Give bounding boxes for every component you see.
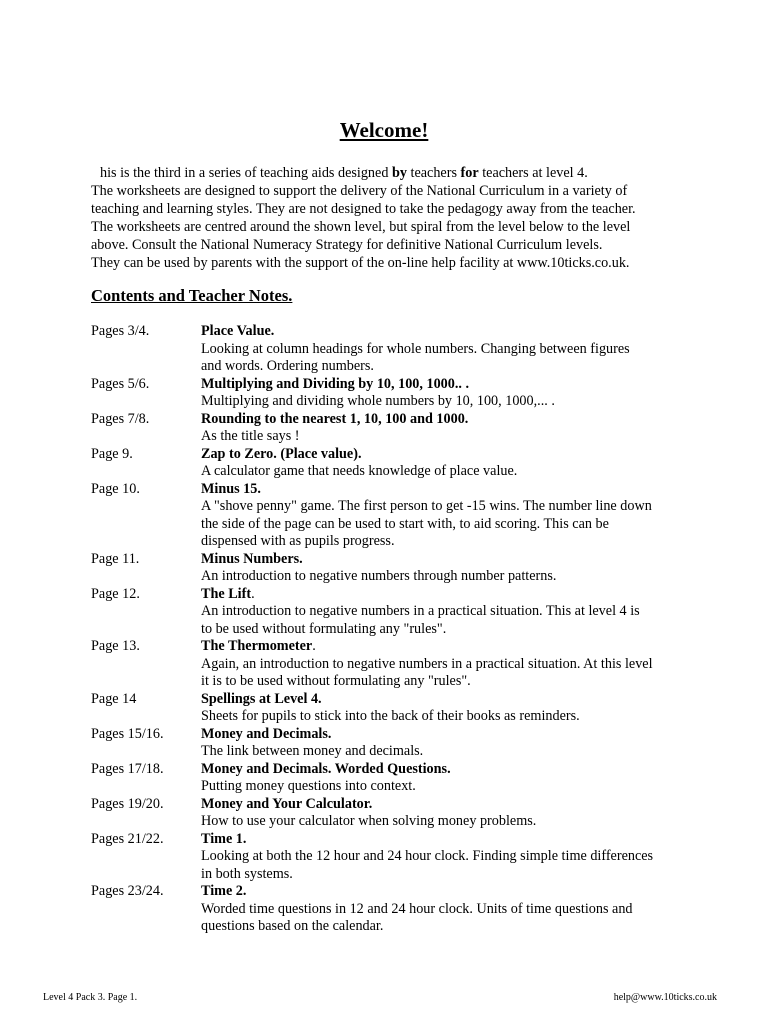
entry-heading <box>201 761 711 779</box>
entry-heading <box>201 411 711 429</box>
entry-page-ref: Page 9. <box>91 445 133 462</box>
contents-entry <box>91 796 711 831</box>
contents-entry <box>91 831 711 884</box>
entry-description: in both systems. <box>201 865 293 882</box>
contents-entry <box>91 411 711 446</box>
entry-heading-text: Money and Decimals. <box>201 725 332 742</box>
entry-heading-suffix: . <box>251 585 255 602</box>
contents-entry <box>91 691 711 726</box>
entry-description: to be used without formulating any "rules". <box>201 620 447 637</box>
entry-description: Looking at both the 12 hour and 24 hour clock. Finding simple time differences <box>201 848 654 864</box>
intro-bold-for: for <box>460 165 479 181</box>
entry-description: A calculator game that needs knowledge of place value. <box>201 463 518 479</box>
entry-description: it is to be used without formulating any "rules". <box>201 673 471 689</box>
entry-description: A "shove penny" game. The first person to get -15 wins. The number line down <box>201 498 652 514</box>
entry-heading-text: Time 1. <box>201 830 247 847</box>
entry-heading-suffix: . <box>312 638 316 654</box>
entry-description: Putting money questions into context. <box>201 778 416 794</box>
intro-bold-by: by <box>391 165 407 181</box>
intro-text: teachers at level 4. <box>478 165 588 181</box>
entry-description: the side of the page can be used to start with, to aid scoring. This can be <box>201 515 609 532</box>
entry-heading <box>201 726 711 744</box>
entry-body <box>201 638 711 691</box>
entry-description: Multiplying and dividing whole numbers by 10, 100, 1000,... . <box>201 393 555 409</box>
entry-heading-text: Zap to Zero. (Place value). <box>201 445 362 462</box>
intro-line: They can be used by parents with the support of the on-line help facility at www.10ticks.co.uk. <box>91 255 630 271</box>
contents-entry <box>91 761 711 796</box>
entry-page-ref: Page 14 <box>91 690 137 707</box>
entry-heading <box>201 446 711 464</box>
entry-body <box>201 691 711 726</box>
entry-heading <box>201 481 711 499</box>
entry-body <box>201 411 711 446</box>
entry-description: dispensed with as pupils progress. <box>201 533 395 549</box>
entry-heading <box>201 323 711 341</box>
entry-heading-text: Money and Your Calculator. <box>201 795 373 812</box>
entry-description: An introduction to negative numbers in a practical situation. This at level 4 is <box>201 603 640 619</box>
entry-body <box>201 376 711 411</box>
entry-description: The link between money and decimals. <box>201 743 424 759</box>
entry-heading <box>201 691 711 709</box>
entry-page-ref: Pages 5/6. <box>91 375 150 392</box>
entry-body <box>201 481 711 551</box>
entry-description: Looking at column headings for whole numbers. Changing between figures <box>201 340 630 357</box>
entry-page-ref: Page 11. <box>91 550 140 567</box>
entry-body <box>201 883 711 936</box>
entry-description: Worded time questions in 12 and 24 hour clock. Units of time questions and <box>201 900 633 917</box>
entry-description: Sheets for pupils to stick into the back of their books as reminders. <box>201 708 580 724</box>
entry-heading-text: Multiplying and Dividing by 10, 100, 1000.. . <box>201 375 470 392</box>
contents-list <box>91 323 711 936</box>
contents-entry <box>91 586 711 639</box>
entry-heading-text: Minus Numbers. <box>201 550 303 567</box>
entry-body <box>201 726 711 761</box>
entry-heading <box>201 883 711 901</box>
entry-heading-text: Place Value. <box>201 323 275 339</box>
entry-page-ref: Page 10. <box>91 480 140 497</box>
contents-entry <box>91 883 711 936</box>
contents-entry <box>91 551 711 586</box>
contents-entry <box>91 376 711 411</box>
entry-page-ref: Page 12. <box>91 585 140 602</box>
entry-page-ref: Page 13. <box>91 638 140 654</box>
entry-page-ref: Pages 17/18. <box>91 760 164 777</box>
entry-heading <box>201 796 711 814</box>
entry-body <box>201 761 711 796</box>
footer-help-email: help@www.10ticks.co.uk <box>613 992 717 1003</box>
entry-page-ref: Pages 21/22. <box>91 830 164 847</box>
entry-description: As the title says ! <box>201 428 300 444</box>
entry-heading <box>201 551 711 569</box>
entry-description: Again, an introduction to negative numbers in a practical situation. At this level <box>201 655 653 672</box>
entry-description: questions based on the calendar. <box>201 918 384 934</box>
entry-body <box>201 551 711 586</box>
contents-entry <box>91 446 711 481</box>
entry-page-ref: Pages 23/24. <box>91 883 164 899</box>
entry-heading <box>201 376 711 394</box>
intro-line: The worksheets are centred around the shown level, but spiral from the level below to the level <box>91 219 631 235</box>
entry-body <box>201 796 711 831</box>
entry-heading <box>201 586 711 604</box>
entry-heading-text: Rounding to the nearest 1, 10, 100 and 1000. <box>201 410 469 427</box>
contents-entry <box>91 638 711 691</box>
entry-body <box>201 323 711 376</box>
contents-entry <box>91 481 711 551</box>
entry-page-ref: Pages 19/20. <box>91 795 164 812</box>
entry-body <box>201 446 711 481</box>
entry-heading-text: Time 2. <box>201 883 247 899</box>
intro-text: teachers <box>406 165 461 181</box>
intro-paragraph <box>91 164 711 272</box>
intro-line <box>91 164 711 182</box>
entry-heading-text: The Thermometer <box>201 638 313 654</box>
entry-page-ref: Pages 3/4. <box>91 323 150 339</box>
entry-page-ref: Pages 7/8. <box>91 410 150 427</box>
entry-heading-text: The Lift <box>201 585 252 602</box>
entry-page-ref: Pages 15/16. <box>91 725 164 742</box>
page-title: Welcome! <box>339 118 429 142</box>
footer-page-label: Level 4 Pack 3. Page 1. <box>43 992 138 1003</box>
contents-entry <box>91 323 711 376</box>
entry-heading-text: Money and Decimals. Worded Questions. <box>201 760 451 777</box>
entry-heading-text: Minus 15. <box>201 480 261 497</box>
entry-heading-text: Spellings at Level 4. <box>201 690 322 707</box>
entry-description: An introduction to negative numbers through number patterns. <box>201 568 557 584</box>
contents-entry <box>91 726 711 761</box>
intro-text: his is the third in a series of teaching aids designed <box>100 165 392 181</box>
intro-line: teaching and learning styles. They are not designed to take the pedagogy away from the teacher. <box>91 201 636 217</box>
contents-title: Contents and Teacher Notes. <box>91 286 293 305</box>
entry-description: How to use your calculator when solving money problems. <box>201 813 537 829</box>
intro-line: above. Consult the National Numeracy Strategy for definitive National Curriculum levels. <box>91 237 603 253</box>
entry-description: and words. Ordering numbers. <box>201 358 374 374</box>
entry-body <box>201 831 711 884</box>
entry-heading <box>201 831 711 849</box>
intro-line: The worksheets are designed to support the delivery of the National Curriculum in a variety of <box>91 183 628 199</box>
entry-body <box>201 586 711 639</box>
entry-heading <box>201 638 711 656</box>
